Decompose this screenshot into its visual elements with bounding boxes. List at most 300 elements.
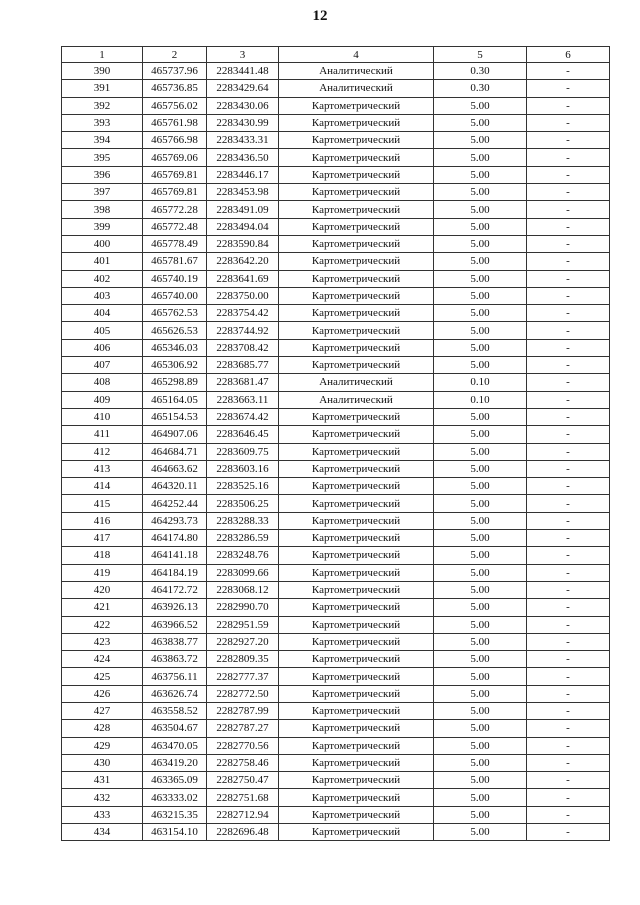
- table-row: [62, 322, 610, 339]
- coordinates-table: [61, 46, 610, 841]
- y-coordinate-cell: 2282809.35: [207, 651, 279, 668]
- method-cell: Картометрический: [279, 720, 434, 737]
- method-cell: Картометрический: [279, 166, 434, 183]
- method-cell: Картометрический: [279, 772, 434, 789]
- y-coordinate-cell: 2283642.20: [207, 253, 279, 270]
- method-cell: Картометрический: [279, 97, 434, 114]
- note-cell: -: [527, 184, 610, 201]
- accuracy-cell: 5.00: [434, 339, 527, 356]
- point-number-cell: 412: [62, 443, 143, 460]
- point-number-cell: 407: [62, 357, 143, 374]
- x-coordinate-cell: 465164.05: [143, 391, 207, 408]
- accuracy-cell: 5.00: [434, 530, 527, 547]
- x-coordinate-cell: 465762.53: [143, 305, 207, 322]
- accuracy-cell: 5.00: [434, 408, 527, 425]
- x-coordinate-cell: 463863.72: [143, 651, 207, 668]
- table-row: [62, 530, 610, 547]
- page-number: 12: [312, 8, 328, 24]
- table-row: [62, 443, 610, 460]
- x-coordinate-cell: 465769.81: [143, 166, 207, 183]
- table-row: [62, 547, 610, 564]
- table-row: [62, 426, 610, 443]
- point-number-cell: 426: [62, 685, 143, 702]
- note-cell: -: [527, 720, 610, 737]
- point-number-cell: 392: [62, 97, 143, 114]
- table-row: [62, 685, 610, 702]
- note-cell: -: [527, 789, 610, 806]
- point-number-cell: 396: [62, 166, 143, 183]
- y-coordinate-cell: 2282990.70: [207, 599, 279, 616]
- header-cell: 1: [62, 47, 143, 63]
- point-number-cell: 411: [62, 426, 143, 443]
- x-coordinate-cell: 463756.11: [143, 668, 207, 685]
- y-coordinate-cell: 2283446.17: [207, 166, 279, 183]
- header-cell: 3: [207, 47, 279, 63]
- accuracy-cell: 5.00: [434, 651, 527, 668]
- point-number-cell: 417: [62, 530, 143, 547]
- table-row: [62, 651, 610, 668]
- note-cell: -: [527, 391, 610, 408]
- note-cell: -: [527, 270, 610, 287]
- accuracy-cell: 5.00: [434, 218, 527, 235]
- x-coordinate-cell: 465769.06: [143, 149, 207, 166]
- table-row: [62, 408, 610, 425]
- note-cell: -: [527, 737, 610, 754]
- point-number-cell: 393: [62, 114, 143, 131]
- method-cell: Картометрический: [279, 651, 434, 668]
- method-cell: Картометрический: [279, 599, 434, 616]
- method-cell: Картометрический: [279, 184, 434, 201]
- point-number-cell: 415: [62, 495, 143, 512]
- point-number-cell: 423: [62, 633, 143, 650]
- y-coordinate-cell: 2283441.48: [207, 63, 279, 80]
- y-coordinate-cell: 2283754.42: [207, 305, 279, 322]
- y-coordinate-cell: 2282927.20: [207, 633, 279, 650]
- x-coordinate-cell: 463838.77: [143, 633, 207, 650]
- y-coordinate-cell: 2283525.16: [207, 478, 279, 495]
- method-cell: Картометрический: [279, 322, 434, 339]
- note-cell: -: [527, 443, 610, 460]
- point-number-cell: 420: [62, 581, 143, 598]
- note-cell: -: [527, 426, 610, 443]
- method-cell: Аналитический: [279, 374, 434, 391]
- x-coordinate-cell: 464663.62: [143, 460, 207, 477]
- accuracy-cell: 5.00: [434, 720, 527, 737]
- x-coordinate-cell: 465772.48: [143, 218, 207, 235]
- note-cell: -: [527, 218, 610, 235]
- y-coordinate-cell: 2283609.75: [207, 443, 279, 460]
- table-row: [62, 339, 610, 356]
- table-row: [62, 633, 610, 650]
- accuracy-cell: 5.00: [434, 754, 527, 771]
- note-cell: -: [527, 478, 610, 495]
- x-coordinate-cell: 464907.06: [143, 426, 207, 443]
- point-number-cell: 410: [62, 408, 143, 425]
- x-coordinate-cell: 463333.02: [143, 789, 207, 806]
- accuracy-cell: 5.00: [434, 132, 527, 149]
- method-cell: Картометрический: [279, 235, 434, 252]
- note-cell: -: [527, 339, 610, 356]
- accuracy-cell: 5.00: [434, 547, 527, 564]
- accuracy-cell: 5.00: [434, 478, 527, 495]
- y-coordinate-cell: 2283590.84: [207, 235, 279, 252]
- method-cell: Картометрический: [279, 616, 434, 633]
- method-cell: Картометрический: [279, 668, 434, 685]
- table-row: [62, 512, 610, 529]
- point-number-cell: 422: [62, 616, 143, 633]
- x-coordinate-cell: 465761.98: [143, 114, 207, 131]
- note-cell: -: [527, 599, 610, 616]
- y-coordinate-cell: 2282787.27: [207, 720, 279, 737]
- note-cell: -: [527, 806, 610, 823]
- x-coordinate-cell: 465778.49: [143, 235, 207, 252]
- point-number-cell: 401: [62, 253, 143, 270]
- point-number-cell: 416: [62, 512, 143, 529]
- method-cell: Картометрический: [279, 201, 434, 218]
- y-coordinate-cell: 2282712.94: [207, 806, 279, 823]
- method-cell: Картометрический: [279, 754, 434, 771]
- y-coordinate-cell: 2283491.09: [207, 201, 279, 218]
- method-cell: Картометрический: [279, 287, 434, 304]
- y-coordinate-cell: 2282787.99: [207, 702, 279, 719]
- method-cell: Картометрический: [279, 789, 434, 806]
- method-cell: Картометрический: [279, 702, 434, 719]
- table-row: [62, 235, 610, 252]
- accuracy-cell: 5.00: [434, 581, 527, 598]
- y-coordinate-cell: 2282777.37: [207, 668, 279, 685]
- accuracy-cell: 5.00: [434, 443, 527, 460]
- header-cell: 4: [279, 47, 434, 63]
- y-coordinate-cell: 2283286.59: [207, 530, 279, 547]
- method-cell: Картометрический: [279, 581, 434, 598]
- note-cell: -: [527, 581, 610, 598]
- y-coordinate-cell: 2283494.04: [207, 218, 279, 235]
- table-row: [62, 201, 610, 218]
- y-coordinate-cell: 2283641.69: [207, 270, 279, 287]
- x-coordinate-cell: 463154.10: [143, 824, 207, 841]
- header-cell: 6: [527, 47, 610, 63]
- x-coordinate-cell: 464684.71: [143, 443, 207, 460]
- method-cell: Картометрический: [279, 408, 434, 425]
- point-number-cell: 390: [62, 63, 143, 80]
- y-coordinate-cell: 2282750.47: [207, 772, 279, 789]
- note-cell: -: [527, 512, 610, 529]
- point-number-cell: 424: [62, 651, 143, 668]
- note-cell: -: [527, 114, 610, 131]
- accuracy-cell: 5.00: [434, 512, 527, 529]
- point-number-cell: 419: [62, 564, 143, 581]
- accuracy-cell: 5.00: [434, 287, 527, 304]
- accuracy-cell: 5.00: [434, 633, 527, 650]
- table-row: [62, 287, 610, 304]
- accuracy-cell: 5.00: [434, 149, 527, 166]
- x-coordinate-cell: 465306.92: [143, 357, 207, 374]
- method-cell: Аналитический: [279, 391, 434, 408]
- y-coordinate-cell: 2283433.31: [207, 132, 279, 149]
- y-coordinate-cell: 2283681.47: [207, 374, 279, 391]
- x-coordinate-cell: 464174.80: [143, 530, 207, 547]
- y-coordinate-cell: 2283430.99: [207, 114, 279, 131]
- method-cell: Картометрический: [279, 305, 434, 322]
- point-number-cell: 395: [62, 149, 143, 166]
- method-cell: Картометрический: [279, 547, 434, 564]
- note-cell: -: [527, 564, 610, 581]
- x-coordinate-cell: 465772.28: [143, 201, 207, 218]
- point-number-cell: 414: [62, 478, 143, 495]
- y-coordinate-cell: 2283685.77: [207, 357, 279, 374]
- note-cell: -: [527, 495, 610, 512]
- note-cell: -: [527, 754, 610, 771]
- note-cell: -: [527, 201, 610, 218]
- point-number-cell: 402: [62, 270, 143, 287]
- accuracy-cell: 5.00: [434, 564, 527, 581]
- table-row: [62, 754, 610, 771]
- table-row: [62, 495, 610, 512]
- x-coordinate-cell: 465737.96: [143, 63, 207, 80]
- point-number-cell: 406: [62, 339, 143, 356]
- method-cell: Картометрический: [279, 114, 434, 131]
- note-cell: -: [527, 322, 610, 339]
- table-row: [62, 702, 610, 719]
- note-cell: -: [527, 374, 610, 391]
- note-cell: -: [527, 547, 610, 564]
- x-coordinate-cell: 465766.98: [143, 132, 207, 149]
- point-number-cell: 418: [62, 547, 143, 564]
- method-cell: Аналитический: [279, 63, 434, 80]
- method-cell: Картометрический: [279, 270, 434, 287]
- note-cell: -: [527, 253, 610, 270]
- x-coordinate-cell: 463926.13: [143, 599, 207, 616]
- note-cell: -: [527, 460, 610, 477]
- note-cell: -: [527, 633, 610, 650]
- method-cell: Картометрический: [279, 824, 434, 841]
- header-cell: 2: [143, 47, 207, 63]
- note-cell: -: [527, 235, 610, 252]
- accuracy-cell: 5.00: [434, 685, 527, 702]
- note-cell: -: [527, 651, 610, 668]
- point-number-cell: 408: [62, 374, 143, 391]
- table-row: [62, 374, 610, 391]
- y-coordinate-cell: 2283674.42: [207, 408, 279, 425]
- note-cell: -: [527, 685, 610, 702]
- point-number-cell: 430: [62, 754, 143, 771]
- x-coordinate-cell: 463558.52: [143, 702, 207, 719]
- x-coordinate-cell: 465769.81: [143, 184, 207, 201]
- point-number-cell: 413: [62, 460, 143, 477]
- x-coordinate-cell: 465626.53: [143, 322, 207, 339]
- table-row: [62, 270, 610, 287]
- table-row: [62, 132, 610, 149]
- method-cell: Картометрический: [279, 512, 434, 529]
- accuracy-cell: 5.00: [434, 253, 527, 270]
- method-cell: Картометрический: [279, 149, 434, 166]
- x-coordinate-cell: 464252.44: [143, 495, 207, 512]
- y-coordinate-cell: 2282751.68: [207, 789, 279, 806]
- accuracy-cell: 5.00: [434, 305, 527, 322]
- point-number-cell: 397: [62, 184, 143, 201]
- x-coordinate-cell: 465756.02: [143, 97, 207, 114]
- accuracy-cell: 5.00: [434, 616, 527, 633]
- note-cell: -: [527, 824, 610, 841]
- point-number-cell: 409: [62, 391, 143, 408]
- method-cell: Картометрический: [279, 564, 434, 581]
- y-coordinate-cell: 2283430.06: [207, 97, 279, 114]
- table-row: [62, 305, 610, 322]
- method-cell: Картометрический: [279, 339, 434, 356]
- point-number-cell: 428: [62, 720, 143, 737]
- table-row: [62, 149, 610, 166]
- table-row: [62, 668, 610, 685]
- x-coordinate-cell: 463504.67: [143, 720, 207, 737]
- x-coordinate-cell: 463966.52: [143, 616, 207, 633]
- table-row: [62, 166, 610, 183]
- method-cell: Картометрический: [279, 685, 434, 702]
- method-cell: Картометрический: [279, 443, 434, 460]
- method-cell: Картометрический: [279, 253, 434, 270]
- method-cell: Картометрический: [279, 132, 434, 149]
- method-cell: Аналитический: [279, 80, 434, 97]
- table-row: [62, 218, 610, 235]
- x-coordinate-cell: 463419.20: [143, 754, 207, 771]
- accuracy-cell: 5.00: [434, 114, 527, 131]
- note-cell: -: [527, 80, 610, 97]
- x-coordinate-cell: 464320.11: [143, 478, 207, 495]
- table-row: [62, 789, 610, 806]
- x-coordinate-cell: 464141.18: [143, 547, 207, 564]
- table-row: [62, 564, 610, 581]
- table-row: [62, 772, 610, 789]
- note-cell: -: [527, 149, 610, 166]
- y-coordinate-cell: 2283603.16: [207, 460, 279, 477]
- header-cell: 5: [434, 47, 527, 63]
- note-cell: -: [527, 97, 610, 114]
- method-cell: Картометрический: [279, 218, 434, 235]
- point-number-cell: 391: [62, 80, 143, 97]
- y-coordinate-cell: 2283506.25: [207, 495, 279, 512]
- y-coordinate-cell: 2282696.48: [207, 824, 279, 841]
- x-coordinate-cell: 464172.72: [143, 581, 207, 598]
- table-row: [62, 184, 610, 201]
- point-number-cell: 433: [62, 806, 143, 823]
- x-coordinate-cell: 465736.85: [143, 80, 207, 97]
- accuracy-cell: 5.00: [434, 806, 527, 823]
- x-coordinate-cell: 463215.35: [143, 806, 207, 823]
- point-number-cell: 405: [62, 322, 143, 339]
- header-row: [62, 47, 610, 63]
- point-number-cell: 400: [62, 235, 143, 252]
- note-cell: -: [527, 305, 610, 322]
- accuracy-cell: 5.00: [434, 772, 527, 789]
- accuracy-cell: 5.00: [434, 322, 527, 339]
- method-cell: Картометрический: [279, 478, 434, 495]
- x-coordinate-cell: 463365.09: [143, 772, 207, 789]
- accuracy-cell: 5.00: [434, 789, 527, 806]
- accuracy-cell: 0.10: [434, 374, 527, 391]
- x-coordinate-cell: 465781.67: [143, 253, 207, 270]
- y-coordinate-cell: 2282951.59: [207, 616, 279, 633]
- accuracy-cell: 5.00: [434, 737, 527, 754]
- point-number-cell: 431: [62, 772, 143, 789]
- x-coordinate-cell: 463626.74: [143, 685, 207, 702]
- method-cell: Картометрический: [279, 357, 434, 374]
- accuracy-cell: 5.00: [434, 824, 527, 841]
- x-coordinate-cell: 464184.19: [143, 564, 207, 581]
- point-number-cell: 427: [62, 702, 143, 719]
- table-row: [62, 806, 610, 823]
- y-coordinate-cell: 2283248.76: [207, 547, 279, 564]
- method-cell: Картометрический: [279, 806, 434, 823]
- note-cell: -: [527, 408, 610, 425]
- point-number-cell: 398: [62, 201, 143, 218]
- point-number-cell: 404: [62, 305, 143, 322]
- y-coordinate-cell: 2283708.42: [207, 339, 279, 356]
- table-row: [62, 478, 610, 495]
- note-cell: -: [527, 357, 610, 374]
- accuracy-cell: 5.00: [434, 270, 527, 287]
- y-coordinate-cell: 2283453.98: [207, 184, 279, 201]
- point-number-cell: 429: [62, 737, 143, 754]
- note-cell: -: [527, 166, 610, 183]
- accuracy-cell: 5.00: [434, 235, 527, 252]
- table-row: [62, 63, 610, 80]
- y-coordinate-cell: 2282770.56: [207, 737, 279, 754]
- point-number-cell: 394: [62, 132, 143, 149]
- accuracy-cell: 5.00: [434, 166, 527, 183]
- note-cell: -: [527, 530, 610, 547]
- table-row: [62, 80, 610, 97]
- table-row: [62, 581, 610, 598]
- accuracy-cell: 0.10: [434, 391, 527, 408]
- table-row: [62, 737, 610, 754]
- accuracy-cell: 5.00: [434, 357, 527, 374]
- x-coordinate-cell: 464293.73: [143, 512, 207, 529]
- note-cell: -: [527, 772, 610, 789]
- table-row: [62, 357, 610, 374]
- y-coordinate-cell: 2283429.64: [207, 80, 279, 97]
- method-cell: Картометрический: [279, 495, 434, 512]
- note-cell: -: [527, 616, 610, 633]
- accuracy-cell: 5.00: [434, 702, 527, 719]
- method-cell: Картометрический: [279, 633, 434, 650]
- x-coordinate-cell: 463470.05: [143, 737, 207, 754]
- table-row: [62, 599, 610, 616]
- y-coordinate-cell: 2282772.50: [207, 685, 279, 702]
- table-row: [62, 253, 610, 270]
- accuracy-cell: 5.00: [434, 184, 527, 201]
- x-coordinate-cell: 465298.89: [143, 374, 207, 391]
- x-coordinate-cell: 465346.03: [143, 339, 207, 356]
- accuracy-cell: 5.00: [434, 426, 527, 443]
- x-coordinate-cell: 465740.19: [143, 270, 207, 287]
- y-coordinate-cell: 2283646.45: [207, 426, 279, 443]
- table-row: [62, 97, 610, 114]
- accuracy-cell: 0.30: [434, 63, 527, 80]
- point-number-cell: 434: [62, 824, 143, 841]
- method-cell: Картометрический: [279, 460, 434, 477]
- table-body: [62, 63, 610, 841]
- y-coordinate-cell: 2283744.92: [207, 322, 279, 339]
- table-row: [62, 391, 610, 408]
- y-coordinate-cell: 2283436.50: [207, 149, 279, 166]
- note-cell: -: [527, 287, 610, 304]
- note-cell: -: [527, 668, 610, 685]
- table-row: [62, 616, 610, 633]
- point-number-cell: 421: [62, 599, 143, 616]
- method-cell: Картометрический: [279, 737, 434, 754]
- point-number-cell: 399: [62, 218, 143, 235]
- y-coordinate-cell: 2283750.00: [207, 287, 279, 304]
- note-cell: -: [527, 702, 610, 719]
